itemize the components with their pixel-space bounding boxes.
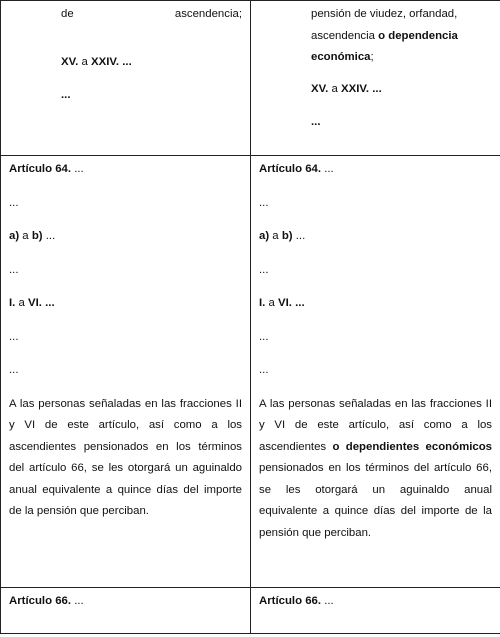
subsection-line: [9, 226, 242, 248]
fraction-number: I.: [259, 297, 266, 309]
ellipsis-line: ...: [259, 330, 269, 343]
ellipsis-line: ...: [9, 263, 19, 276]
table-row: [1, 156, 500, 588]
table-cell-right: [251, 156, 500, 588]
bold-text-span: económica: [311, 51, 371, 63]
fraction-number: XXIV.: [341, 82, 370, 95]
ellipsis-line: ...: [9, 330, 19, 343]
connector-text: a: [265, 297, 279, 309]
fraction-number: XXIV.: [91, 55, 120, 68]
text-span: A las personas señaladas en las fracciones II y VI de este artículo, así como a los ascendientes: [259, 397, 492, 453]
ellipsis-text: ...: [292, 230, 306, 242]
article-number: Artículo 66.: [259, 595, 322, 607]
bold-text-span: o dependencia: [378, 29, 458, 42]
ellipsis-line: ...: [259, 364, 269, 376]
ellipsis-text: ...: [321, 163, 334, 175]
article-paragraph: A las personas señaladas en las fracciones II y VI de este artículo, así como a los ascendientes pensionados en los términos del artículo 66, se les otorgará un aguinaldo anual equivalente a quince días del importe de la pensión que perciban.: [9, 397, 242, 517]
article-heading: [9, 591, 242, 613]
table-cell-left: [1, 1, 251, 156]
subsection-letter: b): [281, 230, 293, 242]
fraction-number: VI.: [28, 297, 42, 309]
connector-text: a: [15, 297, 29, 309]
ellipsis-text: ...: [71, 163, 84, 175]
continuation-block: [259, 4, 492, 69]
ellipsis-text: ...: [369, 82, 382, 95]
ellipsis-line: ...: [259, 263, 269, 276]
article-heading: [9, 159, 242, 181]
ellipsis-line: ...: [9, 196, 19, 209]
fraction-number: XV.: [61, 55, 79, 68]
fraction-line: [259, 293, 492, 315]
word: ascendencia;: [174, 8, 242, 20]
table-row: [1, 1, 500, 156]
ellipsis-text: ...: [321, 595, 334, 607]
fraction-line: [9, 52, 242, 74]
table-cell-right: [251, 1, 500, 156]
connector-text: a: [19, 230, 32, 242]
connector-text: a: [269, 230, 282, 242]
ellipsis-text: ...: [119, 55, 132, 68]
connector-text: a: [78, 55, 91, 68]
continuation-line: [9, 4, 242, 26]
subsection-letter: a): [259, 230, 270, 242]
article-number: Artículo 64.: [9, 163, 72, 175]
text-span: ascendencia: [311, 29, 379, 42]
ellipsis-text: ...: [42, 230, 56, 242]
fraction-number: I.: [9, 297, 16, 309]
ellipsis-text: ...: [71, 595, 84, 607]
text-line: pensión de viudez, orfandad,: [311, 8, 458, 20]
article-number: Artículo 64.: [259, 163, 322, 175]
ellipsis-text: ...: [41, 297, 55, 309]
connector-text: a: [328, 82, 341, 95]
ellipsis-line: ...: [311, 116, 321, 128]
bold-text-span: o dependientes económicos: [332, 440, 492, 453]
article-heading: [259, 591, 492, 613]
article-number: Artículo 66.: [9, 595, 72, 607]
fraction-line: [259, 79, 492, 101]
ellipsis-line: ...: [61, 89, 71, 101]
fraction-number: VI.: [278, 297, 292, 309]
article-paragraph: [259, 394, 492, 545]
table-cell-right: [251, 588, 500, 634]
subsection-letter: a): [9, 230, 20, 242]
fraction-number: XV.: [311, 82, 329, 95]
fraction-line: [9, 293, 242, 315]
text-line: [311, 26, 492, 48]
word: de: [61, 8, 74, 20]
ellipsis-line: ...: [9, 364, 19, 376]
ellipsis-text: ...: [291, 297, 305, 309]
subsection-line: [259, 226, 492, 248]
text-line: [311, 47, 492, 69]
ellipsis-line: ...: [259, 196, 269, 209]
subsection-letter: b): [31, 230, 43, 242]
table-cell-left: [1, 156, 251, 588]
text-span: ;: [370, 51, 374, 63]
article-heading: [259, 159, 492, 181]
text-span: pensionados en los términos del artículo 66, se les otorgará un aguinaldo anual equivalente a quince días del importe de la pensión que perciban.: [259, 462, 492, 539]
table-row: [1, 588, 500, 634]
table-cell-left: [1, 588, 251, 634]
